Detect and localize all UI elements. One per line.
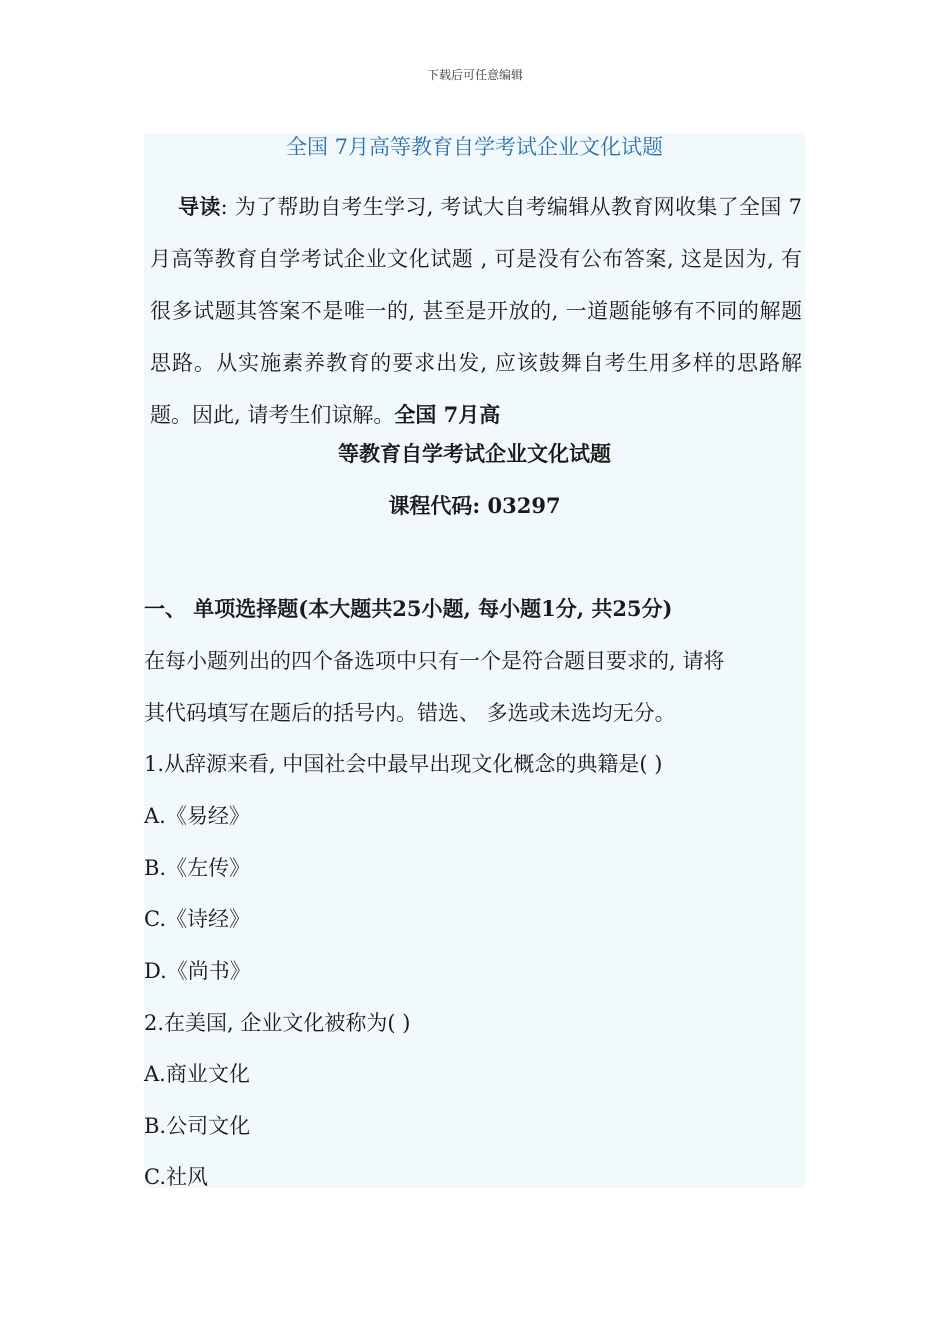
intro-bold-tail: 全国 7月高 — [394, 402, 501, 427]
question-option: A.《易经》 — [144, 804, 250, 828]
question-option: C.社风 — [144, 1165, 208, 1189]
document-body — [144, 133, 805, 1188]
subtitle: 等教育自学考试企业文化试题 — [338, 441, 611, 466]
question-stem: 2.在美国, 企业文化被称为( ) — [144, 1011, 411, 1035]
page-header-note: 下载后可任意编辑 — [426, 68, 523, 82]
question-option: D.《尚书》 — [144, 959, 251, 983]
question-option: A.商业文化 — [144, 1062, 250, 1086]
intro-paragraph — [150, 181, 802, 441]
intro-lead: 导读 — [178, 194, 221, 219]
question-stem: 1.从辞源来看, 中国社会中最早出现文化概念的典籍是( ) — [144, 752, 663, 776]
document-title: 全国 7月高等教育自学考试企业文化试题 — [285, 135, 664, 159]
question-option: B.公司文化 — [144, 1114, 251, 1138]
course-code: 课程代码: 03297 — [388, 493, 561, 518]
question-option: C.《诗经》 — [144, 907, 250, 931]
question-option: B.《左传》 — [144, 856, 251, 880]
instruction-line: 其代码填写在题后的括号内。错选、 多选或未选均无分。 — [144, 701, 676, 725]
section-heading: 一、 单项选择题(本大题共25小题, 每小题1分, 共25分) — [144, 596, 673, 621]
intro-text: : 为了帮助自考生学习, 考试大自考编辑从教育网收集了全国 7月高等教育自学考试企业文化试题 , 可是没有公布答案, 这是因为, 有很多试题其答案不是唯一的, 甚至是开放的, 一道题能够有不同的解题思路。从实施素养教育的要求出发, 应该鼓舞自考生用多样的思路解题。因此, 请考生们谅解。 — [150, 195, 803, 427]
instruction-line: 在每小题列出的四个备选项中只有一个是符合题目要求的, 请将 — [144, 649, 725, 673]
